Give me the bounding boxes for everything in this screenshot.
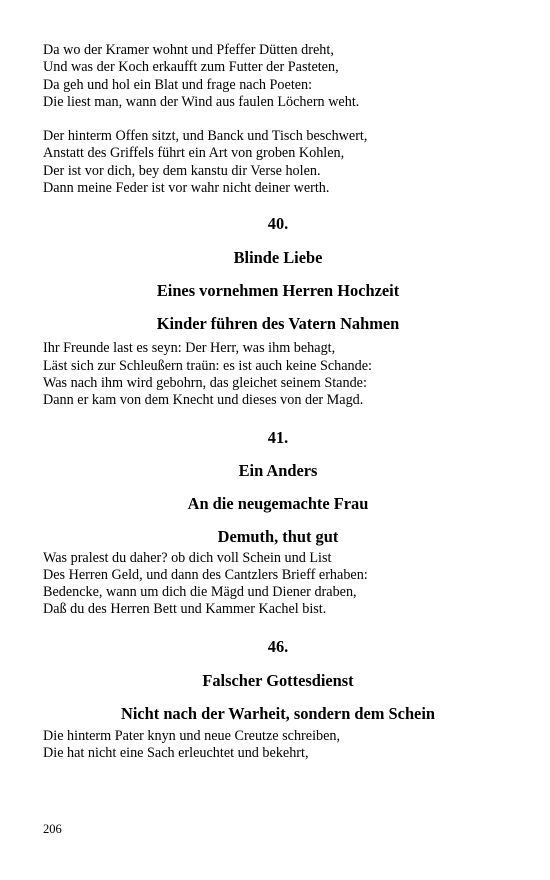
poem-subtitle: Nicht nach der Warheit, sondern dem Schein (120, 703, 436, 723)
poem-stanza (43, 340, 513, 409)
verse-line: Des Herren Geld, und dann des Cantzlers Brieff erhaben: (43, 566, 368, 583)
verse-line: Die hat nicht eine Sach erleuchtet und bekehrt, (43, 745, 309, 762)
verse-line: Der ist vor dich, bey dem kanstu dir Verse holen. (43, 162, 321, 179)
verse-line: Was nach ihm wird gebohrn, das gleichet seinem Stande: (43, 374, 367, 391)
verse-line: Da geh und hol ein Blat und frage nach Poeten: (43, 76, 313, 93)
poem-subtitle: Eines vornehmen Herren Hochzeit (156, 281, 400, 301)
poem-title: Falscher Gottesdienst (202, 670, 354, 690)
verse-line: Bedencke, wann um dich die Mägd und Diener draben, (43, 584, 357, 601)
verse-line: Anstatt des Griffels führt ein Art von groben Kohlen, (43, 145, 345, 162)
verse-line: Was pralest du daher? ob dich voll Schein und List (43, 549, 332, 566)
verse-line: Dann er kam von dem Knecht und dieses von der Magd. (43, 392, 364, 409)
poem-title: Blinde Liebe (233, 248, 323, 268)
poem-stanza (43, 550, 513, 619)
poem-title: Ein Anders (238, 460, 318, 480)
poem-number: 41. (267, 427, 289, 447)
poem-40 (43, 214, 513, 409)
verse-line: Die liest man, wann der Wind aus faulen Löchern weht. (43, 93, 360, 110)
book-page (43, 42, 513, 762)
verse-line: Der hinterm Offen sitzt, und Banck und Tisch beschwert, (43, 128, 368, 145)
verse-line: Läst sich zur Schleußern traün: es ist auch keine Schande: (43, 357, 372, 374)
poem-41 (43, 428, 513, 619)
verse-line: Daß du des Herren Bett und Kammer Kachel bist. (43, 601, 327, 618)
poem-stanza (43, 728, 513, 763)
page-number: 206 (43, 822, 62, 836)
poem-subtitle: An die neugemachte Frau (187, 493, 369, 513)
verse-line: Da wo der Kramer wohnt und Pfeffer Dütten dreht, (43, 42, 334, 58)
verse-line: Die hinterm Pater knyn und neue Creutze schreiben, (43, 727, 341, 744)
verse-line: Und was der Koch erkaufft zum Futter der Pasteten, (43, 59, 339, 76)
verse-line: Dann meine Feder ist vor wahr nicht deiner werth. (43, 180, 330, 197)
poem-number: 46. (267, 636, 289, 656)
poem-46 (43, 637, 513, 763)
poem-subtitle: Kinder führen des Vatern Nahmen (156, 314, 400, 334)
stanza-1 (43, 42, 513, 111)
stanza-2 (43, 128, 513, 197)
verse-line: Ihr Freunde last es seyn: Der Herr, was ihm behagt, (43, 340, 336, 357)
poem-number: 40. (267, 214, 289, 234)
poem-subtitle: Demuth, thut gut (217, 526, 339, 546)
